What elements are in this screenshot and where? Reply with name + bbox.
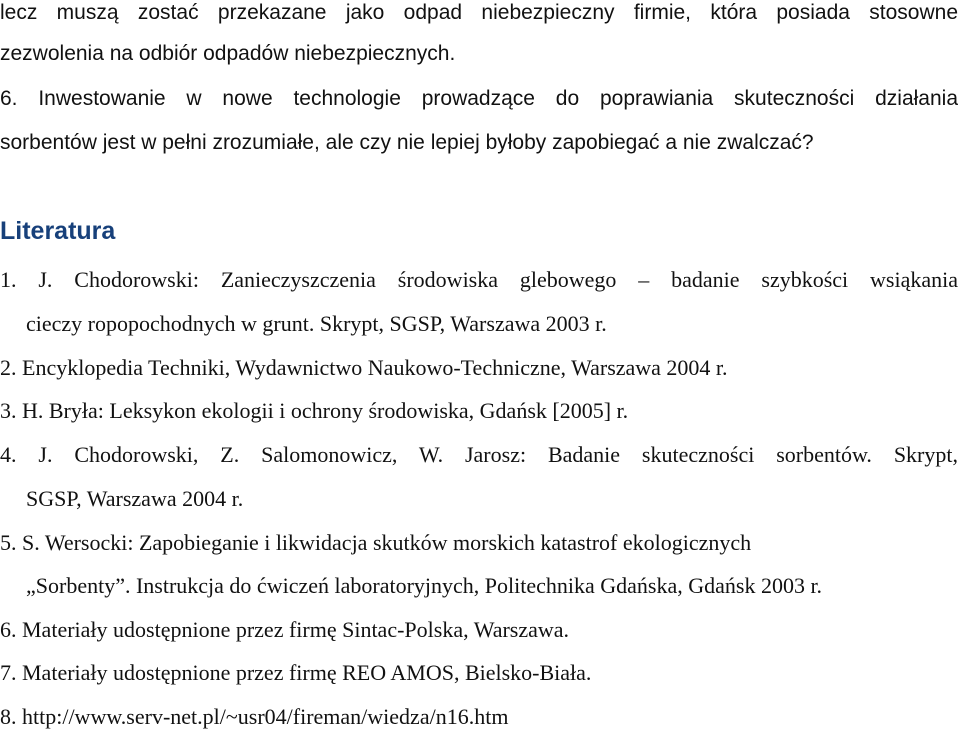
reference-2: 2. Encyklopedia Techniki, Wydawnictwo Naukowo-Techniczne, Warszawa 2004 r. (0, 355, 728, 380)
reference-5-line-2: „Sorbenty”. Instrukcja do ćwiczeń laboratoryjnych, Politechnika Gdańska, Gdańsk 2003 r. (26, 573, 823, 598)
reference-5-line-1: 5. S. Wersocki: Zapobieganie i likwidacja skutków morskich katastrof ekologicznych (0, 530, 752, 555)
reference-8-link[interactable]: 8. http://www.serv-net.pl/~usr04/fireman/wiedza/n16.htm (0, 704, 509, 729)
reference-1-line-1: 1. J. Chodorowski: Zanieczyszczenia środowiska glebowego – badanie szybkości wsiąkania (0, 269, 958, 292)
reference-3: 3. H. Bryła: Leksykon ekologii i ochrony środowiska, Gdańsk [2005] r. (0, 398, 629, 423)
reference-4-line-2: SGSP, Warszawa 2004 r. (26, 486, 244, 511)
body-line-1: lecz muszą zostać przekazane jako odpad niebezpieczny firmie, która posiada stosowne (0, 2, 958, 24)
body-line-2: zezwolenia na odbiór odpadów niebezpiecznych. (0, 42, 456, 65)
reference-6: 6. Materiały udostępnione przez firmę Sintac-Polska, Warszawa. (0, 617, 570, 642)
reference-4-line-1: 4. J. Chodorowski, Z. Salomonowicz, W. Jarosz: Badanie skuteczności sorbentów. Skrypt, (0, 444, 958, 467)
reference-1-line-2: cieczy ropopochodnych w grunt. Skrypt, SGSP, Warszawa 2003 r. (26, 311, 607, 336)
section-heading: Literatura (0, 217, 116, 245)
body-line-3: 6. Inwestowanie w nowe technologie prowadzące do poprawiania skuteczności działania (0, 88, 958, 110)
body-line-4: sorbentów jest w pełni zrozumiałe, ale czy nie lepiej byłoby zapobiegać a nie zwalczać? (0, 131, 814, 154)
reference-7: 7. Materiały udostępnione przez firmę REO AMOS, Bielsko-Biała. (0, 660, 592, 685)
